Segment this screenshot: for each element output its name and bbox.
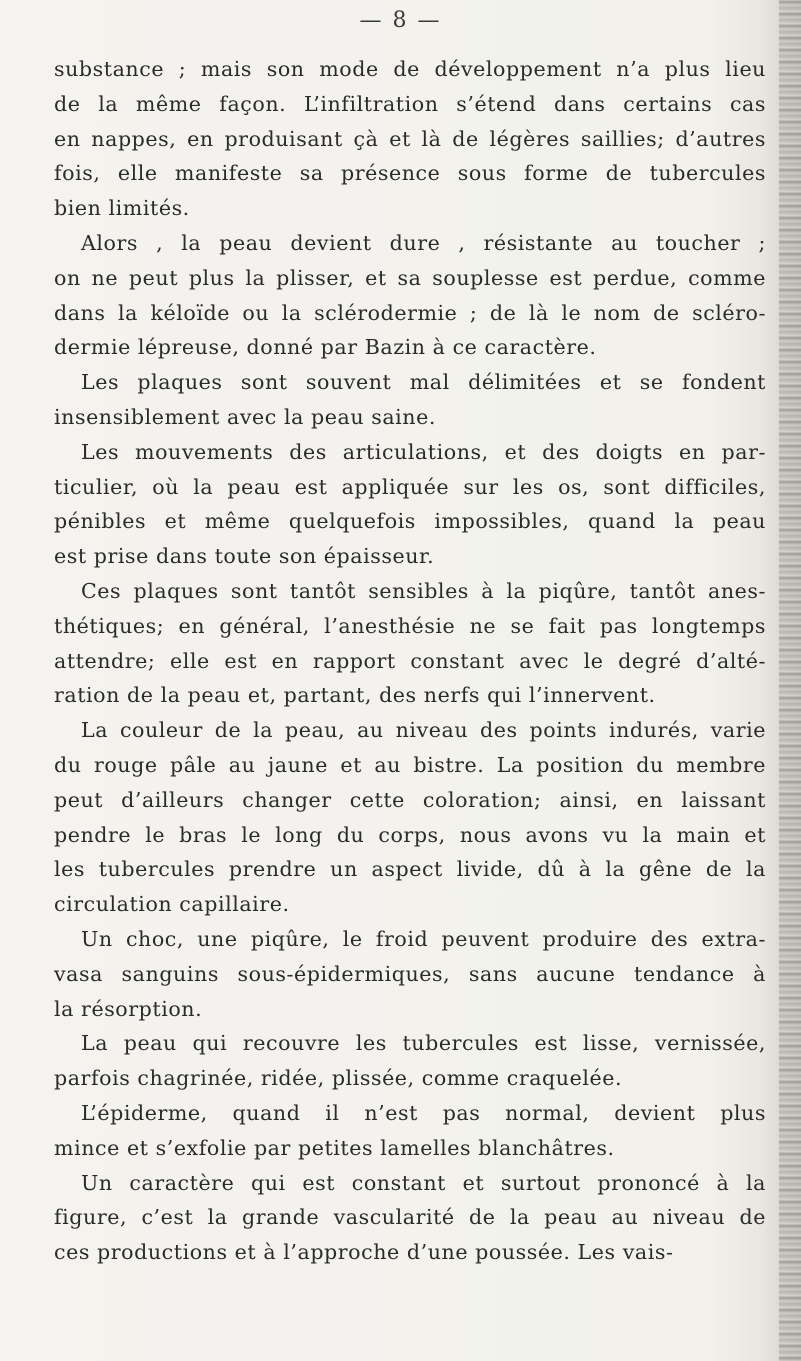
text-line: Un caractère qui est constant et surtout prononcé à la xyxy=(81,1170,766,1195)
text-line: substance ; mais son mode de développement n’a plus lieu xyxy=(54,57,766,81)
text-line: pénibles et même quelquefois impossibles, quand la peau xyxy=(54,509,766,534)
text-line: ticulier, où la peau est appliquée sur les os, sont difficiles, xyxy=(54,474,766,499)
text-line: bien limités. xyxy=(54,196,190,221)
text-line: Ces plaques sont tantôt sensibles à la piqûre, tantôt anes- xyxy=(81,578,766,603)
text-line: en nappes, en produisant çà et là de légères saillies; d’autres xyxy=(54,126,766,151)
text-line: attendre; elle est en rapport constant avec le degré d’alté- xyxy=(54,648,766,673)
text-line: Un choc, une piqûre, le froid peuvent produire des extra- xyxy=(81,926,766,951)
text-line: thétiques; en général, l’anesthésie ne se fait pas longtemps xyxy=(54,613,766,638)
text-line: insensiblement avec la peau saine. xyxy=(54,404,436,429)
text-line: peut d’ailleurs changer cette coloration; ainsi, en laissant xyxy=(54,787,766,812)
text-line: parfois chagrinée, ridée, plissée, comme craquelée. xyxy=(54,1066,623,1091)
text-line: ration de la peau et, partant, des nerfs qui l’innervent. xyxy=(54,683,656,708)
text-line: figure, c’est la grande vascularité de la peau au niveau de xyxy=(54,1205,766,1230)
text-line: les tubercules prendre un aspect livide, dû à la gêne de la xyxy=(54,857,766,882)
text-line: dans la kéloïde ou la sclérodermie ; de là le nom de scléro- xyxy=(54,300,766,325)
text-line: vasa sanguins sous-épidermiques, sans aucune tendance à xyxy=(54,961,766,986)
text-line: circulation capillaire. xyxy=(54,892,290,917)
text-line: de la même façon. L’infiltration s’étend dans certains cas xyxy=(54,91,766,116)
text-line: dermie lépreuse, donné par Bazin à ce caractère. xyxy=(54,335,597,360)
text-line: ces productions et à l’approche d’une poussée. Les vais- xyxy=(54,1240,674,1265)
text-line: La couleur de la peau, au niveau des points indurés, varie xyxy=(81,718,766,743)
text-line: on ne peut plus la plisser, et sa souplesse est perdue, comme xyxy=(54,265,766,290)
page-number: — 8 — xyxy=(359,8,442,33)
text-line: la résorption. xyxy=(54,996,203,1021)
text-line: du rouge pâle au jaune et au bistre. La position du membre xyxy=(54,752,766,777)
text-line: Alors , la peau devient dure , résistante au toucher ; xyxy=(81,230,766,255)
text-line: pendre le bras le long du corps, nous avons vu la main et xyxy=(54,822,766,847)
text-line: mince et s’exfolie par petites lamelles blanchâtres. xyxy=(54,1135,615,1160)
text-line: fois, elle manifeste sa présence sous forme de tubercules xyxy=(54,161,766,186)
text-line: L’épiderme, quand il n’est pas normal, devient plus xyxy=(81,1100,766,1125)
text-line: Les mouvements des articulations, et des doigts en par- xyxy=(81,439,766,464)
text-line: est prise dans toute son épaisseur. xyxy=(54,544,435,569)
text-line: Les plaques sont souvent mal délimitées et se fondent xyxy=(81,370,766,395)
body-text xyxy=(54,52,766,1270)
page-edge-shadow xyxy=(779,0,801,1361)
text-line: La peau qui recouvre les tubercules est lisse, vernissée, xyxy=(81,1031,766,1056)
